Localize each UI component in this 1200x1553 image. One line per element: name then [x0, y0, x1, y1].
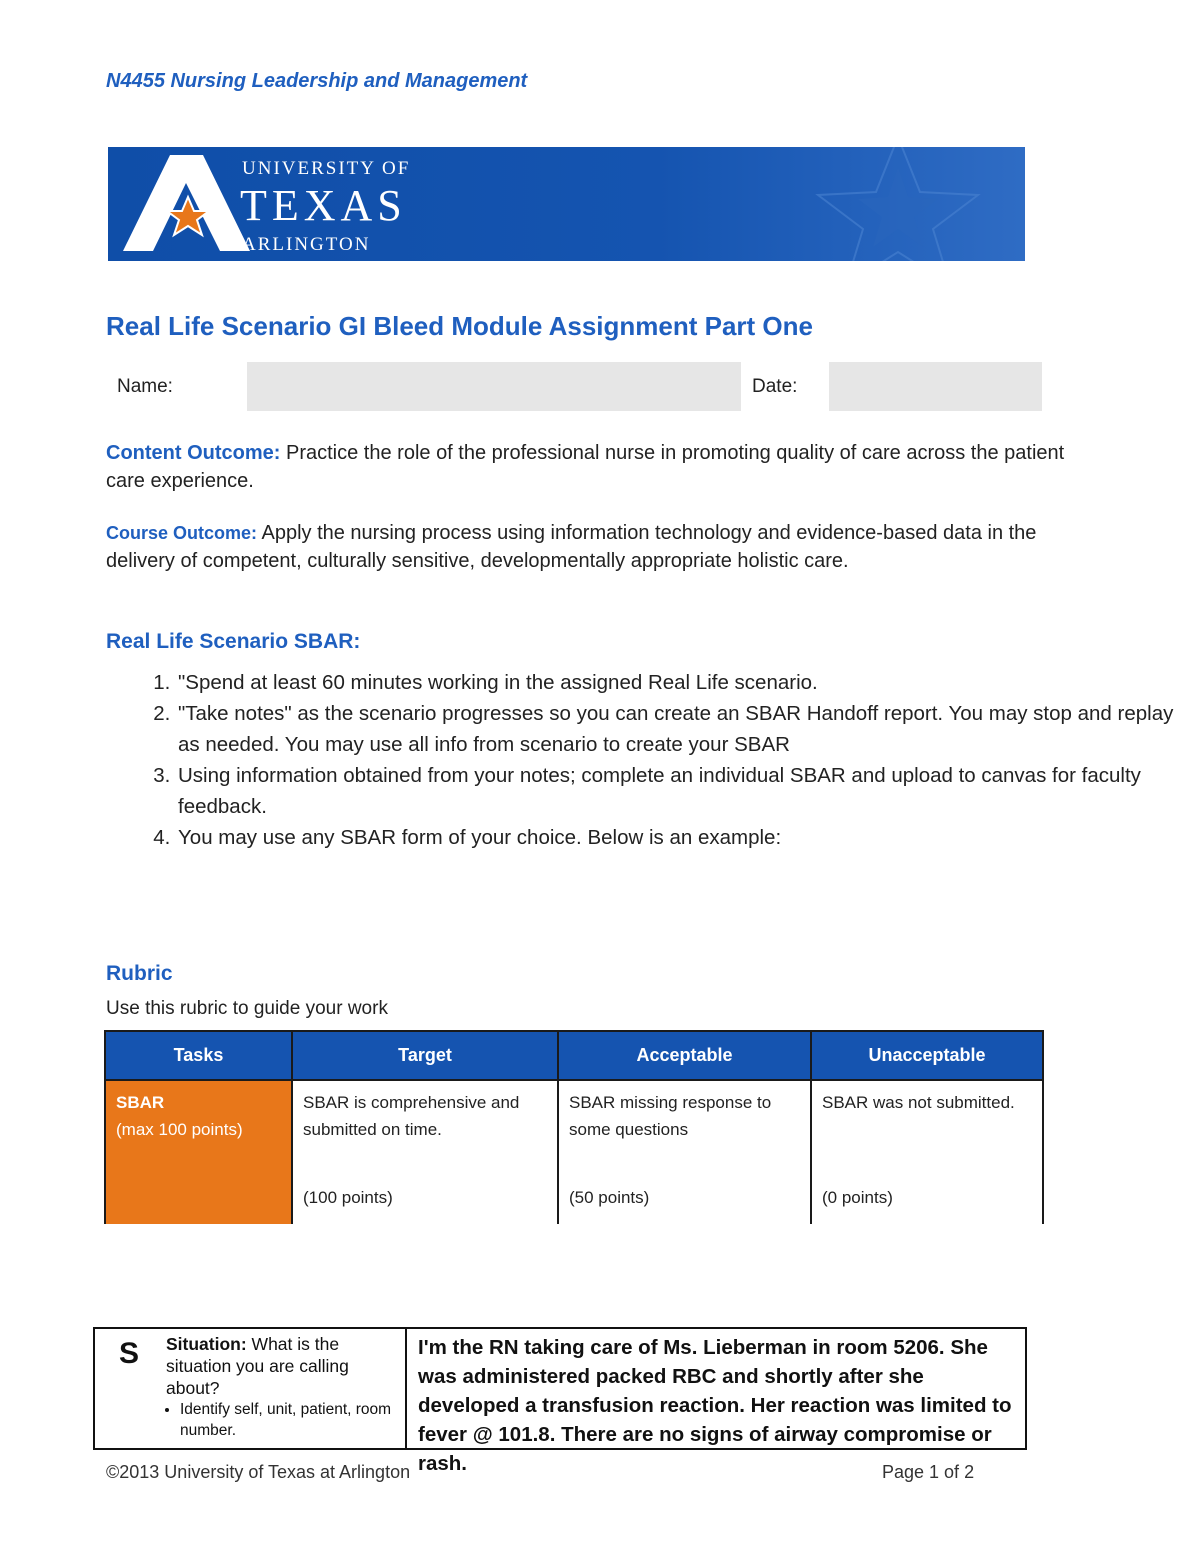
table-header-row	[105, 1031, 1043, 1080]
university-banner	[108, 147, 1025, 261]
column-header: Acceptable	[558, 1031, 811, 1080]
sbar-question-text: What is the situation you are calling about?	[166, 1334, 349, 1398]
sbar-answer: I'm the RN taking care of Ms. Lieberman in room 5206. She was administered packed RBC and shortly after she developed a transfusion reaction. Her reaction was limited to fever @ 101.8. There are no signs of airway compromise or rash.	[418, 1336, 1012, 1475]
content-outcome-text: Practice the role of the professional nurse in promoting quality of care across the patient care experience.	[106, 442, 1065, 492]
sbar-question	[166, 1333, 396, 1441]
rubric-subtitle: Use this rubric to guide your work	[106, 998, 388, 1019]
course-title: N4455 Nursing Leadership and Management	[106, 70, 528, 92]
acceptable-text: SBAR missing response to some questions	[569, 1093, 772, 1139]
list-item: 2. "Take notes" as the scenario progresses so you can create an SBAR Handoff report. You may stop and replay as needed. You may use all info from scenario to create your SBAR	[176, 698, 1176, 760]
criterion-name: SBAR	[116, 1093, 165, 1112]
date-field[interactable]	[829, 362, 1042, 411]
acceptable-points: (50 points)	[569, 1188, 650, 1207]
uta-logo	[108, 147, 1025, 261]
content-outcome	[106, 439, 1096, 495]
sbar-letter: S	[119, 1337, 140, 1370]
content-outcome-label: Content Outcome:	[106, 442, 281, 464]
sbar-heading: Real Life Scenario SBAR:	[106, 630, 361, 653]
copyright: ©2013 University of Texas at Arlington	[106, 1462, 411, 1482]
unacceptable-text: SBAR was not submitted.	[822, 1093, 1015, 1112]
column-header: Unacceptable	[811, 1031, 1043, 1080]
criterion-cell	[105, 1080, 292, 1224]
target-text: SBAR is comprehensive and submitted on time.	[303, 1093, 520, 1139]
rubric-table	[104, 1030, 1044, 1224]
table-row	[105, 1080, 1043, 1224]
column-header: Tasks	[105, 1031, 292, 1080]
target-cell	[292, 1080, 558, 1224]
course-outcome-label: Course Outcome:	[106, 523, 258, 543]
acceptable-cell	[558, 1080, 811, 1224]
list-item: 1. "Spend at least 60 minutes working in the assigned Real Life scenario.	[176, 667, 1176, 698]
sbar-bullet: • Identify self, unit, patient, room number.	[180, 1399, 396, 1441]
list-item: 3. Using information obtained from your notes; complete an individual SBAR and upload to canvas for faculty feedback.	[176, 760, 1176, 822]
course-outcome-text: Apply the nursing process using information technology and evidence-based data in the delivery of competent, culturally sensitive, developmentally appropriate holistic care.	[106, 522, 1037, 572]
column-header: Target	[292, 1031, 558, 1080]
course-outcome	[106, 519, 1096, 575]
target-points: (100 points)	[303, 1188, 393, 1207]
logo-line1: UNIVERSITY OF	[242, 158, 411, 179]
logo-line2: TEXAS	[240, 181, 407, 230]
page-title: Real Life Scenario GI Bleed Module Assignment Part One	[106, 311, 813, 341]
date-label: Date:	[752, 376, 798, 397]
name-label: Name:	[117, 376, 173, 397]
unacceptable-cell	[811, 1080, 1043, 1224]
list-item: 4. You may use any SBAR form of your choice. Below is an example:	[176, 822, 1176, 853]
page-number: Page 1 of 2	[882, 1462, 975, 1482]
sbar-question-label: Situation:	[166, 1334, 247, 1354]
sbar-prompt-cell	[95, 1329, 407, 1448]
logo-line3: ARLINGTON	[242, 234, 371, 255]
rubric-heading: Rubric	[106, 962, 173, 985]
unacceptable-points: (0 points)	[822, 1188, 893, 1207]
name-field[interactable]	[247, 362, 741, 411]
instruction-list	[106, 667, 1176, 853]
criterion-max: (max 100 points)	[116, 1120, 243, 1139]
